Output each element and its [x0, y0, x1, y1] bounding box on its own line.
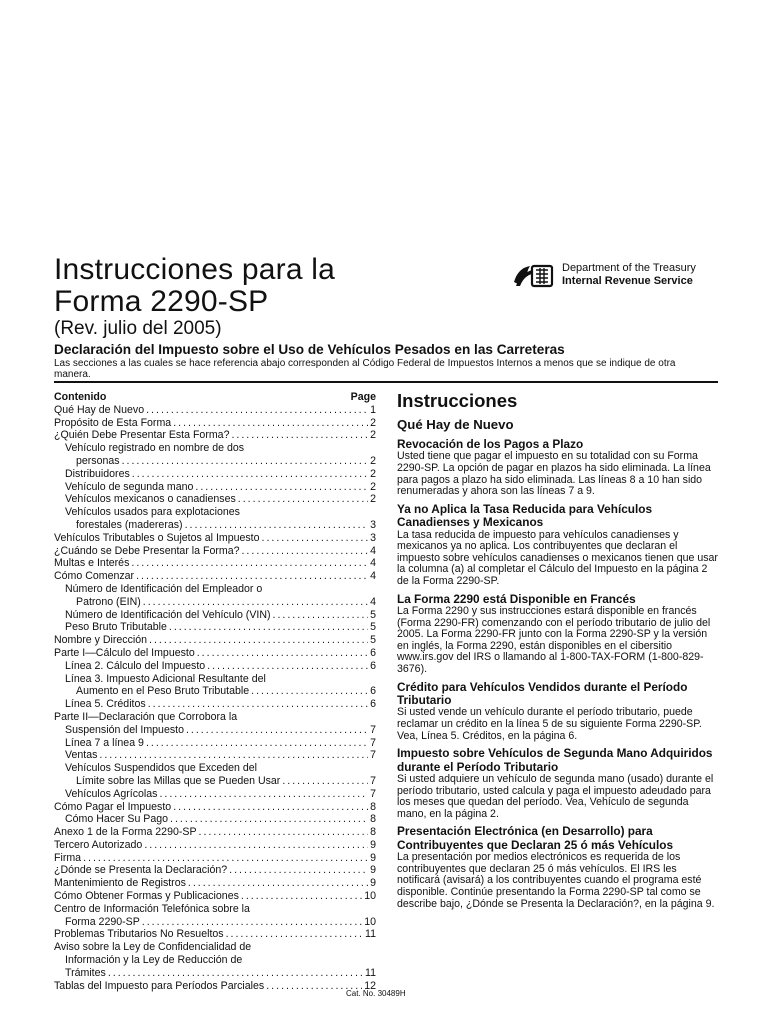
toc-entry-label: Límite sobre las Millas que se Pueden Usar	[76, 774, 281, 787]
toc-entries	[54, 404, 376, 993]
toc-entry	[54, 877, 376, 890]
toc-entry-label: Cómo Comenzar	[54, 570, 135, 583]
toc-entry: Vehículo registrado en nombre de dos	[65, 442, 245, 455]
toc-leader-dots	[241, 545, 368, 558]
toc-entry-label: Anexo 1 de la Forma 2290-SP	[54, 826, 197, 839]
toc-leader-dots	[131, 557, 368, 570]
toc-page-label: Page	[350, 391, 376, 403]
toc-entry	[54, 493, 376, 506]
toc-entry-page: 10	[364, 915, 376, 928]
toc-entry-page: 7	[370, 749, 376, 762]
toc-entry	[54, 775, 376, 788]
toc-entry	[54, 737, 376, 750]
toc-entry	[54, 864, 376, 877]
catalog-number: Cat. No. 30489H	[346, 989, 406, 998]
toc-entry	[54, 839, 376, 852]
toc-entry-page: 6	[370, 646, 376, 659]
toc-entry-page: 10	[364, 890, 376, 903]
toc-entry-page: 9	[370, 838, 376, 851]
toc-entry-label: Qué Hay de Nuevo	[54, 403, 145, 416]
toc-leader-dots	[149, 634, 368, 647]
toc-entry	[54, 980, 376, 993]
page-title	[54, 254, 335, 318]
toc-leader-dots	[229, 864, 368, 877]
section-text: La tasa reducida de impuesto para vehículos canadienses y mexicanos ya no aplica. Los contribuyentes que declaran el impuesto sobre vehículos canadienses o mexicanos tienen que usar la columna (a) al completar el Cálculo del Impuesto en la página 2 de la Forma 2290-SP.	[397, 528, 718, 587]
toc-entry-label: Propósito de Esta Forma	[54, 416, 172, 429]
toc-entry-label: ¿Cuándo se Debe Presentar la Forma?	[54, 544, 240, 557]
toc-leader-dots	[282, 775, 368, 788]
toc-leader-dots	[83, 852, 368, 865]
toc-entry: Línea 3. Impuesto Adicional Resultante del	[65, 672, 266, 685]
toc-entry-label: Vehículo de segunda mano	[65, 480, 194, 493]
toc-entry-page: 9	[370, 864, 376, 877]
toc-leader-dots	[132, 468, 368, 481]
toc-leader-dots	[241, 890, 362, 903]
toc-entry-label: Mantenimiento de Registros	[54, 877, 186, 890]
section-title: Impuesto sobre Vehículos de Segunda Mano Adquiridos durante el Período Tributario	[397, 746, 713, 774]
toc-leader-dots	[273, 609, 369, 622]
toc-entry	[54, 429, 376, 442]
toc-leader-dots	[226, 928, 363, 941]
toc-entry-page: 8	[370, 826, 376, 839]
toc-entry: Información y la Ley de Reducción de	[65, 954, 243, 967]
toc-entry-page: 3	[370, 531, 376, 544]
toc-leader-dots	[169, 621, 368, 634]
toc-entry-page: 3	[370, 518, 376, 531]
section-title: Ya no Aplica la Tasa Reducida para Vehículos Canadienses y Mexicanos	[397, 501, 653, 530]
form-subtitle: Declaración del Impuesto sobre el Uso de Vehículos Pesados en las Carreteras	[54, 342, 565, 357]
toc-entry	[54, 685, 376, 698]
toc-entry-label: Ventas	[65, 749, 98, 762]
toc-entry-label: personas	[76, 454, 120, 467]
toc-leader-dots	[199, 826, 369, 839]
toc-entry	[54, 596, 376, 609]
toc-entry-page: 4	[370, 570, 376, 583]
toc-entry: Vehículos Suspendidos que Exceden del	[65, 762, 258, 775]
toc-entry	[54, 749, 376, 762]
toc-entry-label: Multas e Interés	[54, 557, 130, 570]
toc-entry-label: Parte I—Cálculo del Impuesto	[54, 646, 195, 659]
toc-entry-label: Cómo Obtener Formas y Publicaciones	[54, 890, 239, 903]
toc-entry-page: 8	[370, 813, 376, 826]
toc-entry-page: 5	[370, 634, 376, 647]
toc-leader-dots	[173, 801, 368, 814]
toc-entry	[54, 852, 376, 865]
toc-entry-page: 5	[370, 608, 376, 621]
table-of-contents	[54, 391, 376, 992]
department-name: Department of the Treasury	[562, 262, 696, 274]
toc-entry-label: Vehículos mexicanos o canadienses	[65, 493, 236, 506]
toc-entry-label: Patrono (EIN)	[76, 595, 141, 608]
toc-leader-dots	[262, 532, 369, 545]
toc-entry	[54, 928, 376, 941]
toc-entry-page: 7	[370, 723, 376, 736]
toc-entry	[54, 647, 376, 660]
toc-leader-dots	[159, 788, 368, 801]
toc-entry	[54, 532, 376, 545]
toc-entry	[54, 916, 376, 929]
whats-new-heading: Qué Hay de Nuevo	[397, 417, 514, 432]
toc-leader-dots	[108, 967, 363, 980]
section-text: La presentación por medios electrónicos es requerida de los contribuyentes que declaran 25 ó más vehículos. El IRS les notificará (avisará) a los contribuyentes cuando el programa esté disponible. Continúe presentando la Forma 2290-SP tal como se describe bajo, ¿Dónde se Presenta la Declaración?, en la página 9.	[397, 851, 715, 910]
toc-leader-dots	[122, 455, 369, 468]
title-line-2: Forma 2290-SP	[54, 285, 269, 318]
toc-entry-label: Cómo Hacer Su Pago	[65, 813, 169, 826]
toc-entry-page: 8	[370, 800, 376, 813]
toc-leader-dots	[185, 519, 369, 532]
toc-entry-label: Vehículos Tributables o Sujetos al Impuesto	[54, 531, 260, 544]
toc-entry-label: Peso Bruto Tributable	[65, 621, 167, 634]
toc-entry-page: 9	[370, 877, 376, 890]
toc-entry-page: 6	[370, 698, 376, 711]
toc-leader-dots	[173, 417, 368, 430]
toc-entry-page: 2	[370, 429, 376, 442]
toc-entry	[54, 545, 376, 558]
section-title: La Forma 2290 está Disponible en Francés	[397, 591, 636, 606]
toc-entry-label: Tercero Autorizado	[54, 838, 143, 851]
toc-entry-label: Nombre y Dirección	[54, 634, 148, 647]
toc-entry-label: Número de Identificación del Vehículo (VIN)	[65, 608, 271, 621]
toc-entry-page: 2	[370, 467, 376, 480]
toc-leader-dots	[188, 877, 368, 890]
instructions-heading: Instrucciones	[397, 390, 518, 411]
toc-entry-page: 2	[370, 480, 376, 493]
toc-leader-dots	[142, 916, 362, 929]
toc-entry	[54, 417, 376, 430]
toc-header	[54, 391, 376, 404]
section-title: Presentación Electrónica (en Desarrollo) para Contribuyentes que Declaran 25 ó más Vehículos	[397, 824, 674, 852]
toc-entry-label: forestales (madereras)	[76, 518, 183, 531]
toc-entry	[54, 404, 376, 417]
toc-entry-label: Línea 2. Cálculo del Impuesto	[65, 659, 206, 672]
toc-entry-page: 7	[370, 774, 376, 787]
toc-entry	[54, 481, 376, 494]
toc-entry	[54, 570, 376, 583]
toc-entry	[54, 890, 376, 903]
toc-entry	[54, 967, 376, 980]
revision-date: (Rev. julio del 2005)	[54, 318, 222, 339]
toc-leader-dots	[99, 749, 368, 762]
toc-entry-label: Línea 5. Créditos	[65, 698, 146, 711]
toc-entry-page: 4	[370, 544, 376, 557]
toc-entry-page: 9	[370, 851, 376, 864]
toc-entry-page: 12	[364, 979, 376, 992]
toc-entry	[54, 557, 376, 570]
header-divider	[54, 381, 718, 383]
toc-entry	[54, 724, 376, 737]
toc-entry: Vehículos usados para explotaciones	[65, 506, 240, 519]
toc-entry: Aviso sobre la Ley de Confidencialidad de	[54, 941, 252, 954]
toc-entry-label: Aumento en el Peso Bruto Tributable	[76, 685, 250, 698]
toc-entry: Número de Identificación del Empleador o	[65, 582, 263, 595]
instructions-column	[397, 390, 719, 915]
toc-entry-page: 6	[370, 659, 376, 672]
toc-entry	[54, 801, 376, 814]
toc-leader-dots	[146, 404, 368, 417]
toc-entry-label: Cómo Pagar el Impuesto	[54, 800, 172, 813]
title-line-1: Instrucciones para la	[54, 253, 336, 286]
toc-leader-dots	[136, 570, 368, 583]
toc-entry	[54, 609, 376, 622]
toc-leader-dots	[148, 698, 368, 711]
section-text: Si usted vende un vehículo durante el período tributario, puede reclamar un crédito en la línea 5 de su siguiente Forma 2290-SP. Vea, Línea 5. Créditos, en la página 6.	[397, 706, 702, 742]
toc-leader-dots	[144, 839, 368, 852]
toc-leader-dots	[207, 660, 368, 673]
irs-eagle-logo-icon	[512, 262, 556, 290]
toc-entry-page: 7	[370, 736, 376, 749]
toc-leader-dots	[170, 813, 368, 826]
toc-entry-page: 6	[370, 685, 376, 698]
toc-entry	[54, 698, 376, 711]
toc-entry-label: Forma 2290-SP	[65, 915, 140, 928]
toc-entry	[54, 519, 376, 532]
toc-leader-dots	[231, 429, 368, 442]
toc-entry	[54, 826, 376, 839]
section-text: Si usted adquiere un vehículo de segunda mano (usado) durante el período tributario, usted calcula y paga el impuesto adeudado para los meses que quedan del período. Vea, Vehículo de segunda mano, en la página 2.	[397, 772, 714, 820]
toc-leader-dots	[195, 481, 368, 494]
toc-entry	[54, 468, 376, 481]
toc-entry-label: Problemas Tributarios No Resueltos	[54, 928, 224, 941]
section-text: Usted tiene que pagar el impuesto en su totalidad con su Forma 2290-SP. La opción de pagar en plazos ha sido eliminada. La línea para pagos a plazo ha sido eliminada. Las líneas 8 a 10 han sido renumeradas y ahora son las líneas 7 a 9.	[397, 450, 711, 498]
toc-entry	[54, 788, 376, 801]
toc-entry-label: Tablas del Impuesto para Períodos Parciales	[54, 979, 265, 992]
toc-leader-dots	[143, 596, 368, 609]
toc-entry: Parte II—Declaración que Corrobora la	[54, 710, 238, 723]
toc-entry	[54, 455, 376, 468]
agency-name: Internal Revenue Service	[562, 275, 693, 287]
toc-entry-page: 2	[370, 454, 376, 467]
toc-entry-label: Trámites	[65, 966, 106, 979]
toc-leader-dots	[146, 737, 368, 750]
toc-entry-label: Vehículos Agrícolas	[65, 787, 158, 800]
section-title: Crédito para Vehículos Vendidos durante el Período Tributario	[397, 679, 688, 707]
toc-entry	[54, 621, 376, 634]
toc-entry-page: 2	[370, 493, 376, 506]
toc-entry-label: Línea 7 a línea 9	[65, 736, 144, 749]
section-text: La Forma 2290 y sus instrucciones estará disponible en francés (Forma 2290-FR) comenzando con el período tributario de julio del 2005. La Forma 2290-FR junto con la Forma 2290-SP y la versión en inglés, la Forma 2290, están disponibles en el cibersitio www.irs.gov del IRS o llamando al 1-800-TAX-FORM (1-800-829-3676).	[397, 604, 711, 675]
toc-entry: Centro de Información Telefónica sobre la	[54, 902, 250, 915]
toc-entry	[54, 813, 376, 826]
toc-entry-page: 7	[370, 787, 376, 800]
toc-entry-label: Firma	[54, 851, 82, 864]
toc-entry	[54, 660, 376, 673]
toc-entry-page: 11	[365, 928, 376, 941]
toc-entry-label: Suspensión del Impuesto	[65, 723, 184, 736]
toc-entry-page: 1	[370, 403, 376, 416]
toc-entry-page: 2	[370, 416, 376, 429]
toc-entry-page: 5	[370, 621, 376, 634]
toc-entry-page: 4	[370, 557, 376, 570]
toc-leader-dots	[238, 493, 368, 506]
toc-leader-dots	[197, 647, 368, 660]
toc-entry-page: 11	[365, 966, 376, 979]
toc-contents-label: Contenido	[54, 391, 107, 403]
toc-leader-dots	[251, 685, 368, 698]
toc-entry	[54, 634, 376, 647]
toc-entry-page: 4	[370, 595, 376, 608]
toc-entry-label: ¿Dónde se Presenta la Declaración?	[54, 864, 228, 877]
toc-entry-label: Distribuidores	[65, 467, 130, 480]
toc-entry-label: ¿Quién Debe Presentar Esta Forma?	[54, 429, 230, 442]
section-title: Revocación de los Pagos a Plazo	[397, 437, 584, 451]
toc-leader-dots	[186, 724, 368, 737]
intro-note: Las secciones a las cuales se hace referencia abajo corresponden al Código Federal de Impuestos Internos a menos que se indique de otra manera.	[54, 358, 676, 380]
